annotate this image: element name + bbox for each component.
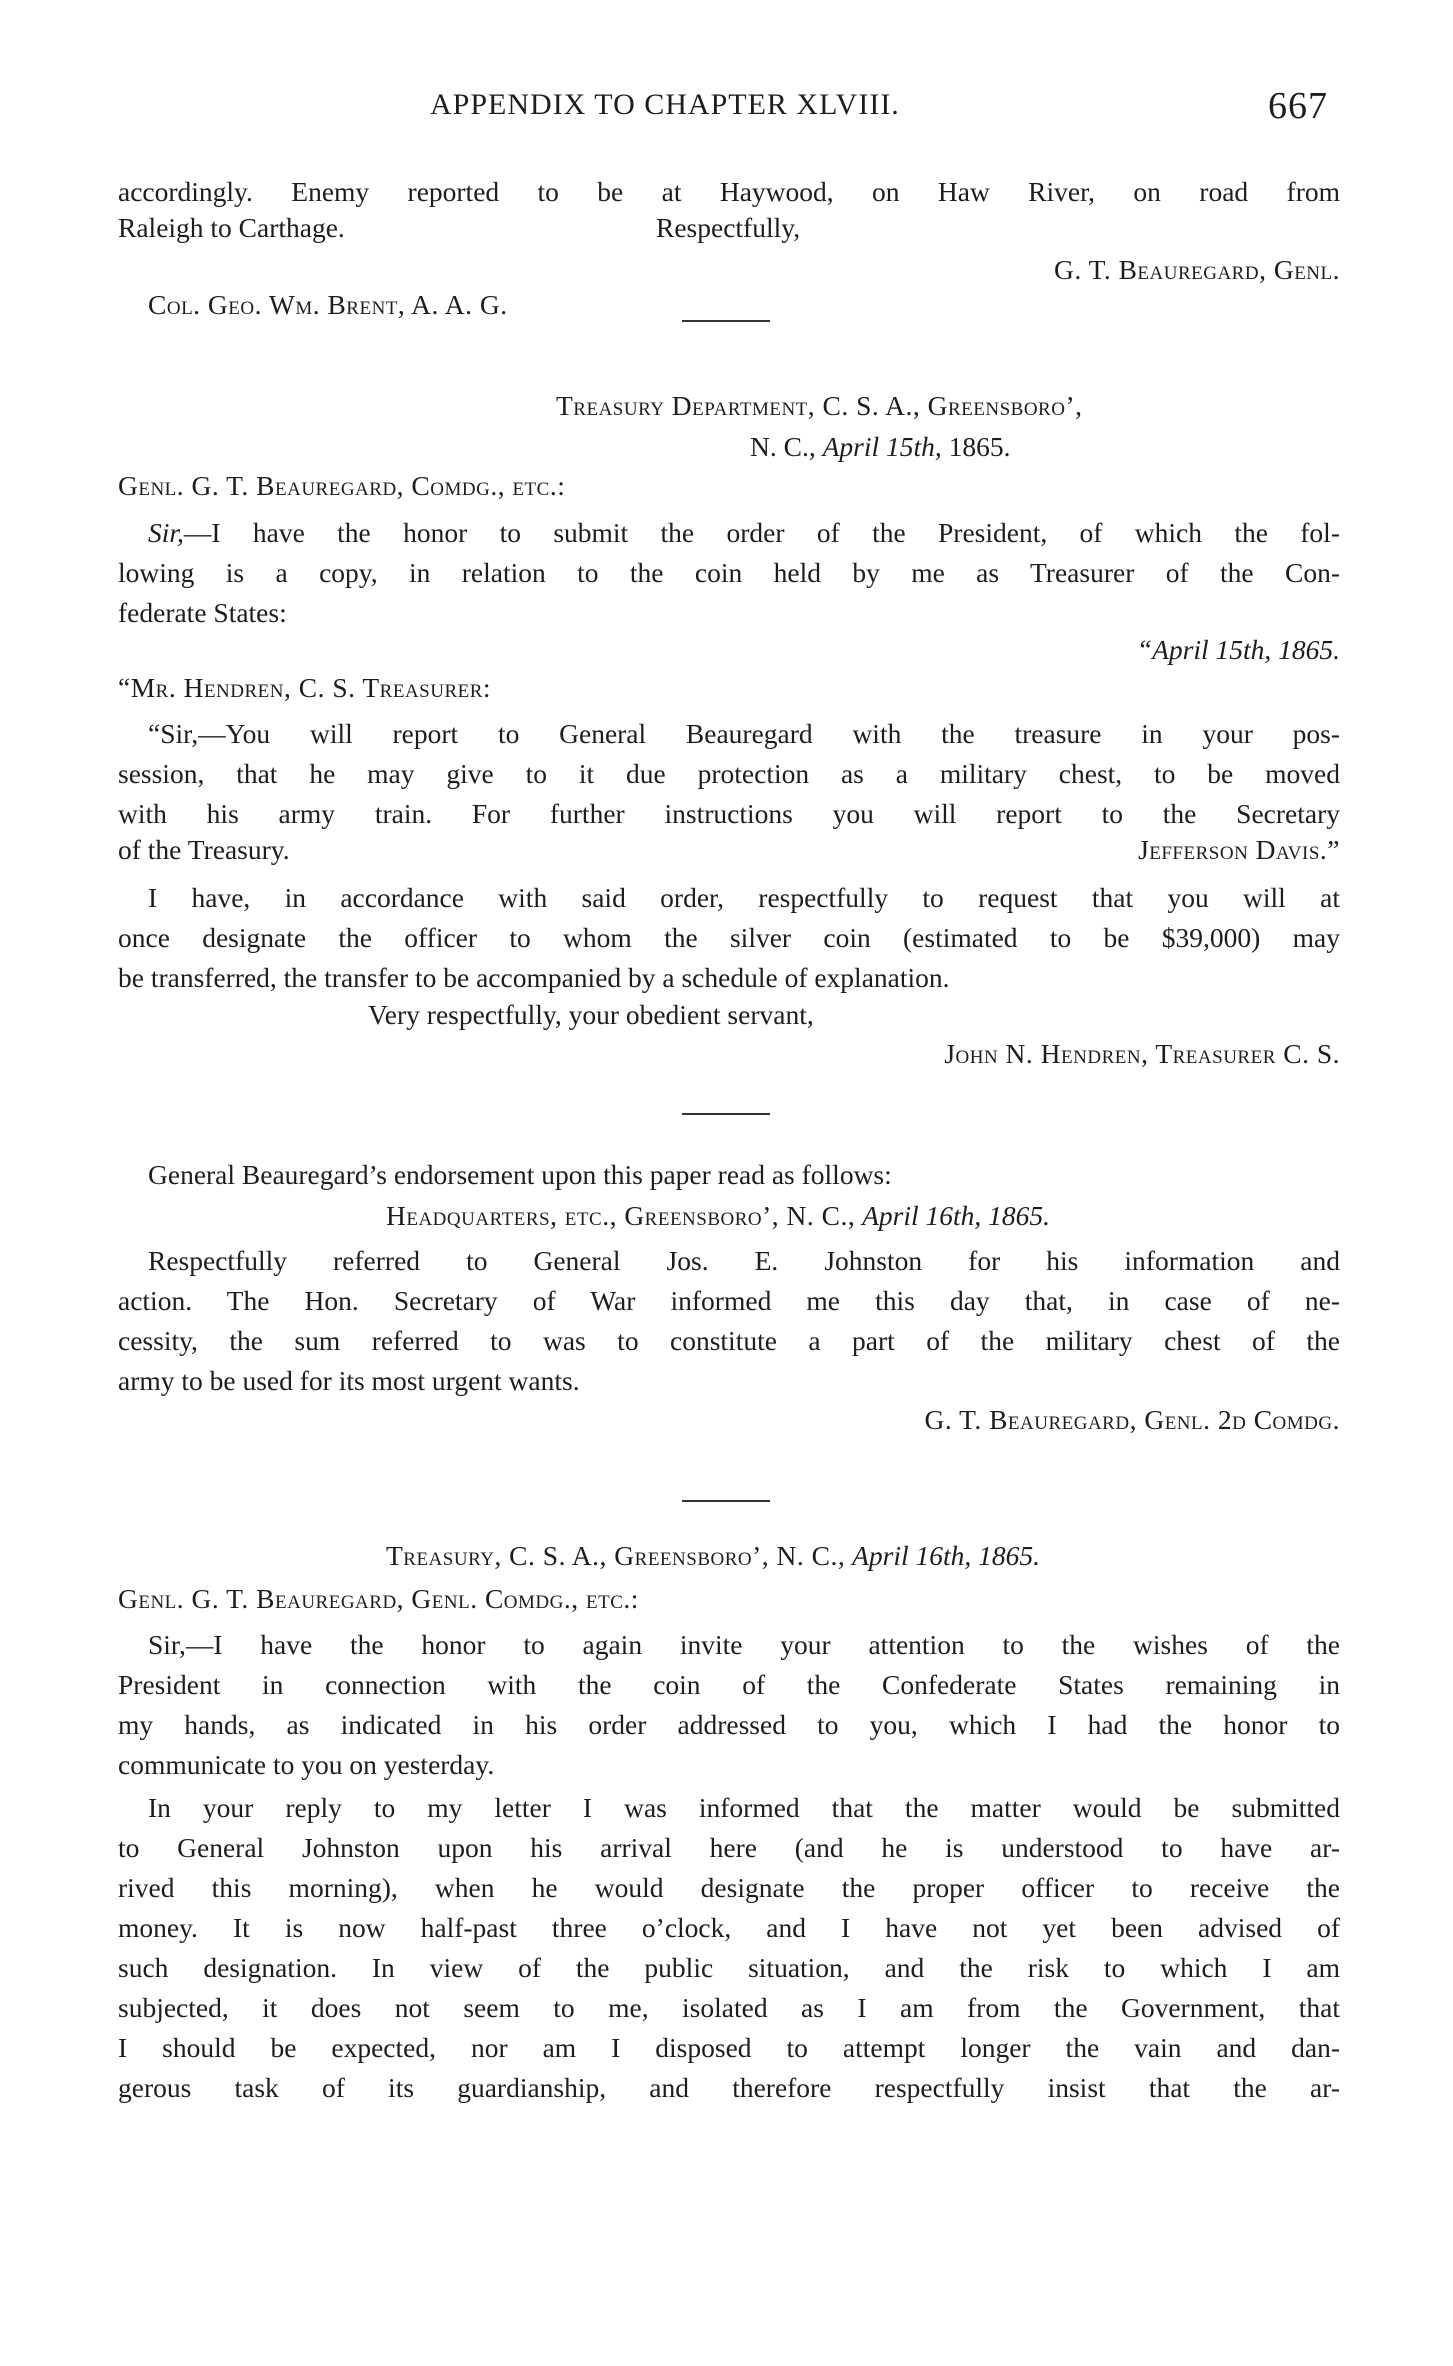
text-line: be transferred, the transfer to be accompanied by a schedule of explanation.	[118, 962, 950, 993]
quote-date: “April 15th, 1865.	[1136, 634, 1340, 665]
text-line: In your reply to my letter I was informed that the matter would be submitted	[148, 1792, 1340, 1823]
text-line: “Sir,—You will report to General Beauregard with the treasure in your pos-	[148, 718, 1340, 749]
salutation: Genl. G. T. Beauregard, Comdg., etc.:	[118, 470, 566, 501]
text-line: subjected, it does not seem to me, isolated as I am from the Government, that	[118, 1992, 1340, 2023]
text-line: communicate to you on yesterday.	[118, 1749, 495, 1780]
text: —I have the honor to submit the order of the President, of which the fol-	[183, 517, 1340, 548]
endorsement-intro: General Beauregard’s endorsement upon this paper read as follows:	[148, 1159, 892, 1190]
place: Headquarters, etc., Greensboro’, N. C.,	[386, 1200, 856, 1231]
quote-signature: Jefferson Davis.”	[1138, 834, 1340, 865]
year: 1865.	[948, 431, 1011, 462]
running-head: APPENDIX TO CHAPTER XLVIII.	[430, 88, 900, 121]
endorsement-heading	[386, 1200, 1050, 1232]
section-rule	[682, 1113, 770, 1115]
letter-heading: Treasury Department, C. S. A., Greensboro’,	[556, 390, 1083, 421]
place: N. C.,	[750, 431, 816, 462]
addressee: Col. Geo. Wm. Brent, A. A. G.	[148, 289, 508, 320]
page-header	[0, 85, 1453, 138]
text-line: Raleigh to Carthage.	[118, 212, 345, 243]
text-line: accordingly. Enemy reported to be at Haywood, on Haw River, on road from	[118, 176, 1340, 207]
text-line: with his army train. For further instructions you will report to the Secretary	[118, 798, 1340, 829]
section-rule	[682, 320, 770, 322]
text-line: to General Johnston upon his arrival here (and he is understood to have ar-	[118, 1832, 1340, 1863]
signature: G. T. Beauregard, Genl.	[1053, 254, 1340, 285]
text-line: of the Treasury.	[118, 834, 290, 865]
letter-date-line	[750, 431, 1011, 463]
place: Treasury, C. S. A., Greensboro’, N. C.,	[386, 1540, 846, 1571]
letter1-paragraph2	[118, 878, 1340, 998]
salutation: Genl. G. T. Beauregard, Genl. Comdg., etc.:	[118, 1583, 639, 1614]
closing: Very respectfully, your obedient servant,	[368, 999, 814, 1030]
date: April 15th,	[822, 431, 942, 462]
text-line: my hands, as indicated in his order addressed to you, which I had the honor to	[118, 1709, 1340, 1740]
text-line: I have, in accordance with said order, respectfully to request that you will at	[148, 882, 1340, 913]
text-line: action. The Hon. Secretary of War informed me this day that, in case of ne-	[118, 1285, 1340, 1316]
signature: John N. Hendren, Treasurer C. S.	[944, 1038, 1340, 1069]
text-line: federate States:	[118, 597, 287, 628]
quote-addressee: “Mr. Hendren, C. S. Treasurer:	[118, 672, 492, 703]
text-line: rived this morning), when he would designate the proper officer to receive the	[118, 1872, 1340, 1903]
text-line: lowing is a copy, in relation to the coin held by me as Treasurer of the Con-	[118, 557, 1340, 588]
text-line: President in connection with the coin of the Confederate States remaining in	[118, 1669, 1340, 1700]
text-line: Sir,—I have the honor to again invite your attention to the wishes of the	[148, 1629, 1340, 1660]
date: April 16th, 1865.	[862, 1200, 1051, 1231]
section-rule	[682, 1500, 770, 1502]
previous-letter-end	[118, 172, 1340, 212]
endorsement-body	[118, 1241, 1340, 1401]
text-line: money. It is now half-past three o’clock, and I have not yet been advised of	[118, 1912, 1340, 1943]
signature: G. T. Beauregard, Genl. 2d Comdg.	[924, 1404, 1340, 1435]
text-line: I should be expected, nor am I disposed to attempt longer the vain and dan-	[118, 2032, 1340, 2063]
letter1-paragraph1	[118, 513, 1340, 633]
quoted-order	[118, 714, 1340, 834]
text-line: such designation. In view of the public situation, and the risk to which I am	[118, 1952, 1340, 1983]
text-line: cessity, the sum referred to was to constitute a part of the military chest of the	[118, 1325, 1340, 1356]
text-line	[118, 513, 1340, 553]
text-line: Respectfully referred to General Jos. E. Johnston for his information and	[148, 1245, 1340, 1276]
text-line: once designate the officer to whom the silver coin (estimated to be $39,000) may	[118, 922, 1340, 953]
text-line: army to be used for its most urgent wants.	[118, 1365, 580, 1396]
letter-heading	[386, 1540, 1040, 1572]
page-number: 667	[1268, 85, 1328, 127]
letter2-paragraph1	[118, 1625, 1340, 1785]
sir: Sir,	[148, 517, 184, 548]
letter2-paragraph2	[118, 1788, 1340, 2108]
text-line: gerous task of its guardianship, and therefore respectfully insist that the ar-	[118, 2072, 1340, 2103]
closing: Respectfully,	[656, 212, 801, 243]
date: April 16th, 1865.	[852, 1540, 1041, 1571]
text-line: session, that he may give to it due protection as a military chest, to be moved	[118, 758, 1340, 789]
